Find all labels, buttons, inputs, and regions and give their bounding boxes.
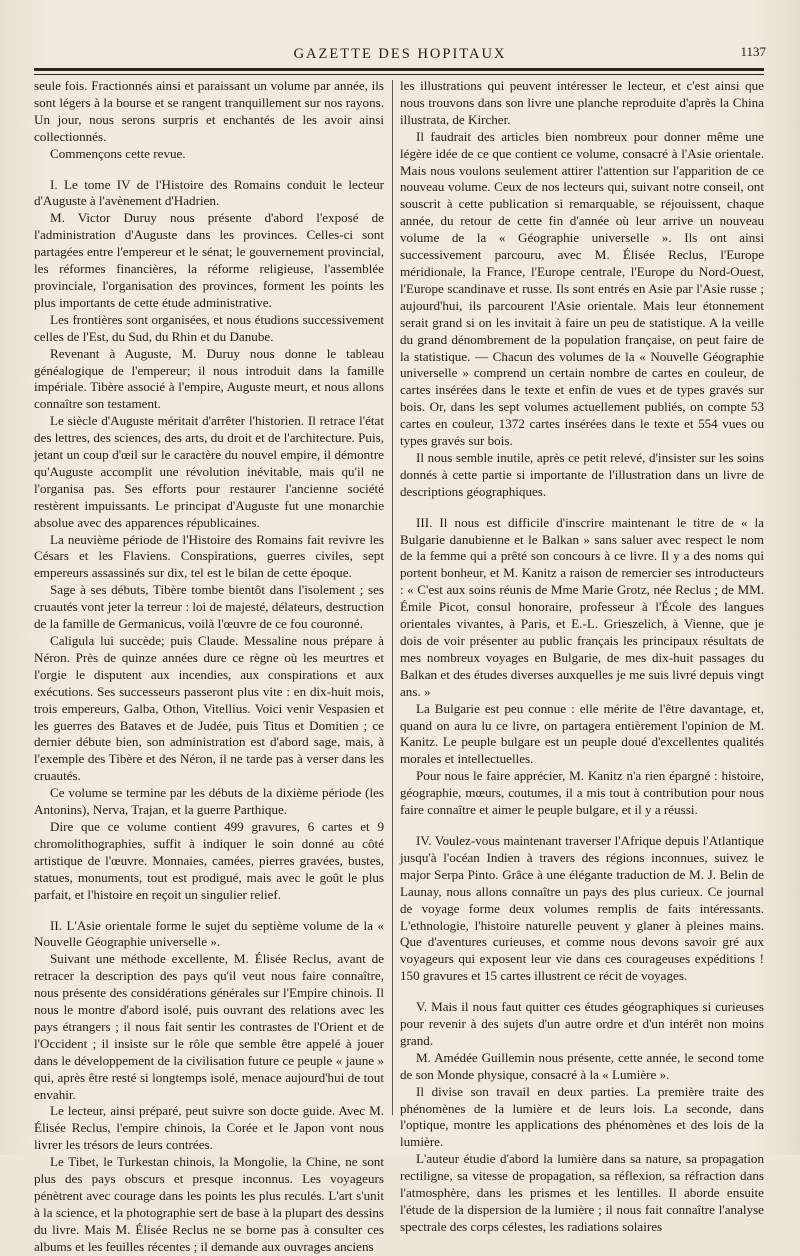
section-heading-paragraph: II. L'Asie orientale forme le sujet du septième volume de la « Nouvelle Géographie universelle ».: [34, 917, 384, 950]
section-heading-paragraph: I. Le tome IV de l'Histoire des Romains conduit le lecteur d'Auguste à l'avènement d'Hadrien.: [34, 176, 384, 209]
section-heading-paragraph: IV. Voulez-vous maintenant traverser l'Afrique depuis l'Atlantique jusqu'à l'océan Indien à travers des régions inconnues, suivez le major Serpa Pinto. Grâce à une élégante traduction de M. J. Belin de Launay, nous allons connaître un pays des plus curieux. Ce journal de voyage forme deux volumes remplis de faits intéressants. L'ethnologie, l'histoire naturelle peuvent y glaner à pleines mains. Que d'aventures curieuses, et comme nous devons savoir gré aux voyageurs qui exposent leur vie dans ces courageuses expéditions ! 150 gravures et 15 cartes illustrent ce récit de voyages.: [400, 832, 764, 984]
paragraph: Sage à ses débuts, Tibère tombe bientôt dans l'isolement ; ses cruautés vont jeter la terreur : loi de majesté, délateurs, destruction de la famille de Germanicus, voilà l'œuvre de ce fou couronné.: [34, 582, 384, 632]
paragraph: Suivant une méthode excellente, M. Élisée Reclus, avant de retracer la description des pays qu'il veut nous faire connaître, nous présente des considérations générales sur l'Empire chinois. Il nous le montre d'abord isolé, puis ouvrant des relations avec les pays étrangers ; il nous fait sentir les contrastes de l'Orient et de l'Occident ; il insiste sur le rôle que semble être appelé à jouer dans le développement de la civilisation future ce peuple « jaune » qui, après être resté si longtemps isolé, menace aujourd'hui de tout envahir.: [34, 951, 384, 1102]
paragraph: La Bulgarie est peu connue : elle mérite de l'être davantage, et, quand on aura lu ce livre, on partagera entièrement l'opinion de M. Kanitz. Le peuple bulgare est un peuple doué d'excellentes qualités morales et intellectuelles.: [400, 700, 764, 767]
paragraph: M. Amédée Guillemin nous présente, cette année, le second tome de son Monde physique, consacré à la « Lumière ».: [400, 1049, 764, 1082]
page-number: 1137: [740, 44, 766, 59]
section-heading-paragraph: III. Il nous est difficile d'inscrire maintenant le titre de « la Bulgarie danubienne et le Balkan » sans saluer avec respect le nom de la femme qui a prêté son concours à ce livre. Il y a des noms qui portent bonheur, et M. Kanitz a raison de remercier ses introducteurs : « C'est aux soins réunis de Mme Marie Grotz, née Reclus ; de MM. Émile Picot, consul honoraire, professeur à l'École des langues orientales vivantes, à Paris, et E.-L. Grieszelich, à Vienne, que je dois de voir présenter au public français les principaux résultats de mes nombreux voyages en Bulgarie, de mes dix-huit passages du Balkan et des études diverses auxquelles je me suis livré depuis vingt ans. »: [400, 514, 764, 699]
paragraph: Le siècle d'Auguste méritait d'arrêter l'historien. Il retrace l'état des lettres, des sciences, des arts, du droit et de l'architecture. Puis, jetant un coup d'œil sur le caractère du nouvel empire, il démontre qu'Auguste accomplit une révolution inévitable, mais qu'il ne l'organisa pas. Ses efforts pour restaurer l'ancienne société restèrent impuissants. Le principat d'Auguste fut une monarchie absolue avec des apparences républicaines.: [34, 413, 384, 530]
paragraph: seule fois. Fractionnés ainsi et paraissant un volume par année, ils sont légers à la bourse et se rangent tranquillement sur nos rayons. Un jour, nous serons surpris et enchantés de les avoir ainsi collectionnés.: [34, 78, 384, 144]
paragraph: M. Victor Duruy nous présente d'abord l'exposé de l'administration d'Auguste dans les provinces. Celles-ci sont partagées entre l'empereur et le sénat; le gouvernement provincial, les réformes financières, la réforme religieuse, l'assemblée provinciale, l'organisation des provinces, forment les points les plus importants de cette étude administrative.: [34, 210, 384, 310]
section-heading-paragraph: V. Mais il nous faut quitter ces études géographiques si curieuses pour revenir à des sujets d'un autre ordre et d'un intérêt non moins grand.: [400, 999, 764, 1048]
paragraph: Les frontières sont organisées, et nous étudions successivement celles de l'Est, du Sud, du Rhin et du Danube.: [34, 311, 384, 344]
left-column: [34, 78, 384, 1256]
running-title: GAZETTE DES HOPITAUX: [293, 46, 507, 62]
paragraph: La neuvième période de l'Histoire des Romains fait revivre les Césars et les Flaviens. Conspirations, guerres civiles, sept empereurs assassinés sur dix, tel est le bilan de cette époque.: [34, 531, 384, 581]
paragraph: Ce volume se termine par les débuts de la dixième période (les Antonins), Nerva, Trajan, et la guerre Parthique.: [34, 785, 384, 818]
paragraph: Dire que ce volume contient 499 gravures, 6 cartes et 9 chromolithographies, suffit à indiquer le soin donné au côté artistique de l'œuvre. Monnaies, camées, pierres gravées, bustes, statues, monuments, tout est prodigué, mais avec le goût le plus parfait, et l'histoire en reçoit un singulier relief.: [34, 818, 384, 902]
paragraph: Revenant à Auguste, M. Duruy nous donne le tableau généalogique de l'empereur; il nous introduit dans la famille impériale. Tibère associé à l'empire, Auguste meurt, et nous allons connaître son testament.: [34, 345, 384, 412]
header-rule-thin: [34, 74, 764, 75]
column-divider: [392, 80, 393, 1115]
paragraph: Commençons cette revue.: [50, 145, 186, 161]
paragraph: Pour nous le faire apprécier, M. Kanitz n'a rien épargné : histoire, géographie, mœurs, coutumes, il a mis tout à contribution pour nous faire connaître et aimer le peuple bulgare, et il y a réussi.: [400, 768, 764, 818]
paragraph: L'auteur étudie d'abord la lumière dans sa nature, sa propagation rectiligne, sa vitesse de propagation, sa réflexion, sa réfraction dans l'atmosphère, dans les prismes et les lentilles. Il aborde ensuite l'étude de la dispersion de la lumière ; il nous fait connaître l'analyse spectrale des corps célestes, les radiations solaires: [400, 1151, 764, 1234]
paragraph: Il nous semble inutile, après ce petit relevé, d'insister sur les soins donnés à cette partie si importante de l'illustration dans un livre de descriptions géographiques.: [400, 449, 764, 499]
paragraph: Le Tibet, le Turkestan chinois, la Mongolie, la Chine, ne sont plus des pays obscurs et presque inconnus. Les voyageurs pénètrent avec courage dans les points les plus reculés. L'art s'unit à la science, et la photographie sert de base à la plupart des dessins du livre. Mais M. Élisée Reclus ne se borne pas à consulter ces albums et les feuilles récentes ; il demande aux ouvrages anciens: [34, 1154, 384, 1254]
paragraph: les illustrations qui peuvent intéresser le lecteur, et c'est ainsi que nous trouvons dans son livre une planche reproduite d'après la China illustrata, de Kircher.: [400, 78, 764, 127]
paragraph: Il faudrait des articles bien nombreux pour donner même une légère idée de ce que contient ce volume, consacré à l'Asie orientale. Mais nous voulons seulement attirer l'attention sur l'apparition de ce nouveau volume. Ceux de nos lecteurs qui, suivant notre conseil, ont souscrit à cette publication si remarquable, se réjouissent, chaque année, du retour de cette fin d'année où leur arrive un nouveau volume de la « Géographie universelle ». Ils ont ainsi successivement parcouru, avec M. Élisée Reclus, l'Europe méridionale, la France, l'Europe centrale, l'Europe du Nord-Ouest, l'Europe scandinave et russe. Ils sont entrés en Asie par l'Asie russe ; aujourd'hui, ils parcourent l'Asie orientale. Mais leur étonnement serait grand si on les invitait à faire un peu de statistique. A la veille du grand dénombrement de la population française, on peut faire de la statistique. — Chacun des volumes de la « Nouvelle Géographie universelle » comprend un certain nombre de cartes en couleur, de cartes insérées dans le texte et enfin de vues et de types gravés sur bois. Or, dans les sept volumes actuellement publiés, on compte 53 cartes en couleur, 1372 cartes insérées dans le texte et 554 vues ou types gravés sur bois.: [400, 128, 764, 449]
page-header: [30, 44, 770, 66]
right-column: [400, 78, 764, 1236]
paragraph: Il divise son travail en deux parties. La première traite des phénomènes de la lumière et de leurs lois. La seconde, dans l'optique, montre les applications des phénomènes et des lois de la lumière.: [400, 1083, 764, 1150]
paragraph: Caligula lui succède; puis Claude. Messaline nous prépare à Néron. Près de quinze années dure ce règne où les meurtres et l'orgie le disputent aux incendies, aux conspirations et aux exécutions. Ses successeurs passeront plus vite : en dix-huit mois, trois empereurs, Galba, Othon, Vitellius. Voici venir Vespasien et les guerres des Bataves et de Judée, puis Titus et Domitien ; ce dernier débute bien, son administration est d'abord sage, mais, à l'exemple des Tibère et des Néron, il ne tarde pas à verser dans les cruautés.: [34, 633, 384, 784]
paragraph: Le lecteur, ainsi préparé, peut suivre son docte guide. Avec M. Élisée Reclus, l'empire chinois, la Corée et le Japon vont nous livrer les trésors de leurs contrées.: [34, 1103, 384, 1153]
header-rule-thick: [34, 68, 764, 71]
